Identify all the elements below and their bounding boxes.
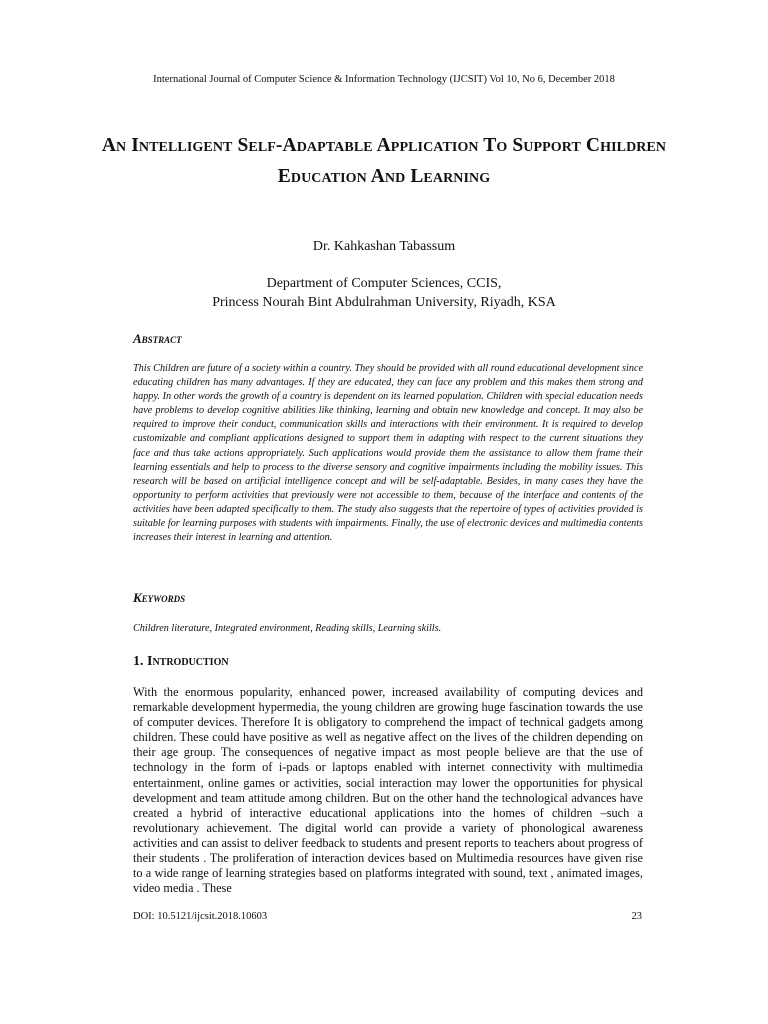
affiliation-university: Princess Nourah Bint Abdulrahman University, Riyadh, KSA (212, 295, 556, 310)
paper-title: An Intelligent Self-Adaptable Application To Support Children Education And Learning (101, 135, 667, 187)
affiliation-department: Department of Computer Sciences, CCIS, (266, 276, 502, 291)
introduction-text: With the enormous popularity, enhanced power, increased availability of computing devices and remarkable development hypermedia, the young children are growing huge fascination towards the use of computer devices. Therefore It is obligatory to comprehend the impact of technical gadgets among children. These could have positive as well as negative affect on the lives of the children depending on their age group. The consequences of negative impact as most people believe are that the use of technology in the form of i-pads or laptops enabled with internet connectivity with multimedia entertainment, online games or activities, social interaction may lower the opportunities for physical development and team attitude among children. But on the other hand the technological advances have created a hybrid of interactive educational applications into the homes of children –such a revolutionary achievement. The digital world can provide a variety of phonological awareness activities and can assist to deliver feedback to students and present reports to teachers about progress of their students . The proliferation of interaction devices based on Multimedia resources have given rise to a wide range of learning strategies based on platforms integrated with sound, text , animated images, video media . These (133, 685, 643, 896)
journal-header: International Journal of Computer Science & Information Technology (IJCSIT) Vol 10, No 6, December 2018 (153, 74, 615, 85)
page-number: 23 (631, 911, 642, 922)
abstract-heading: Abstract (133, 331, 182, 346)
abstract-text: This Children are future of a society within a country. They should be provided with all round educational development since educating children has many advantages. If they are educated, they can face any problem and this makes them strong and happy. In other words the growth of a country is dependent on its learned population. Children with special education needs have problems to develop cognitive abilities like thinking, learning and obtain new knowledge and concept. It may also be required to improve their conduct, communication skills and interactions with their environment. It is required to develop customizable and compliant applications designed to support them in adapting with respect to the current situations they face and thus take actions appropriately. Such applications would provide them the assistance to allow them frame their learning essentials and help to process to the diverse sensory and cognitive impairments including the mobility issues. This research will be based on artificial intelligence concept and will be self-adaptable. Besides, in many cases they have the opportunity to perform activities that previously were not accessible to them, because of the interface and contents of the activities have been adapted specifically to them. The study also suggests that the repertoire of types of activities provided is suitable for learning purposes with students with impairments. Finally, the use of electronic devices and multimedia contents increases their interest in learning and attention. (133, 363, 643, 544)
introduction-heading: 1. Introduction (133, 654, 229, 669)
footer-doi: DOI: 10.5121/ijcsit.2018.10603 (133, 911, 268, 922)
author-name: Dr. Kahkashan Tabassum (312, 239, 456, 254)
author-affiliation (0, 274, 768, 312)
keywords-heading: Keywords (133, 590, 186, 605)
keywords-text: Children literature, Integrated environment, Reading skills, Learning skills. (133, 623, 442, 634)
